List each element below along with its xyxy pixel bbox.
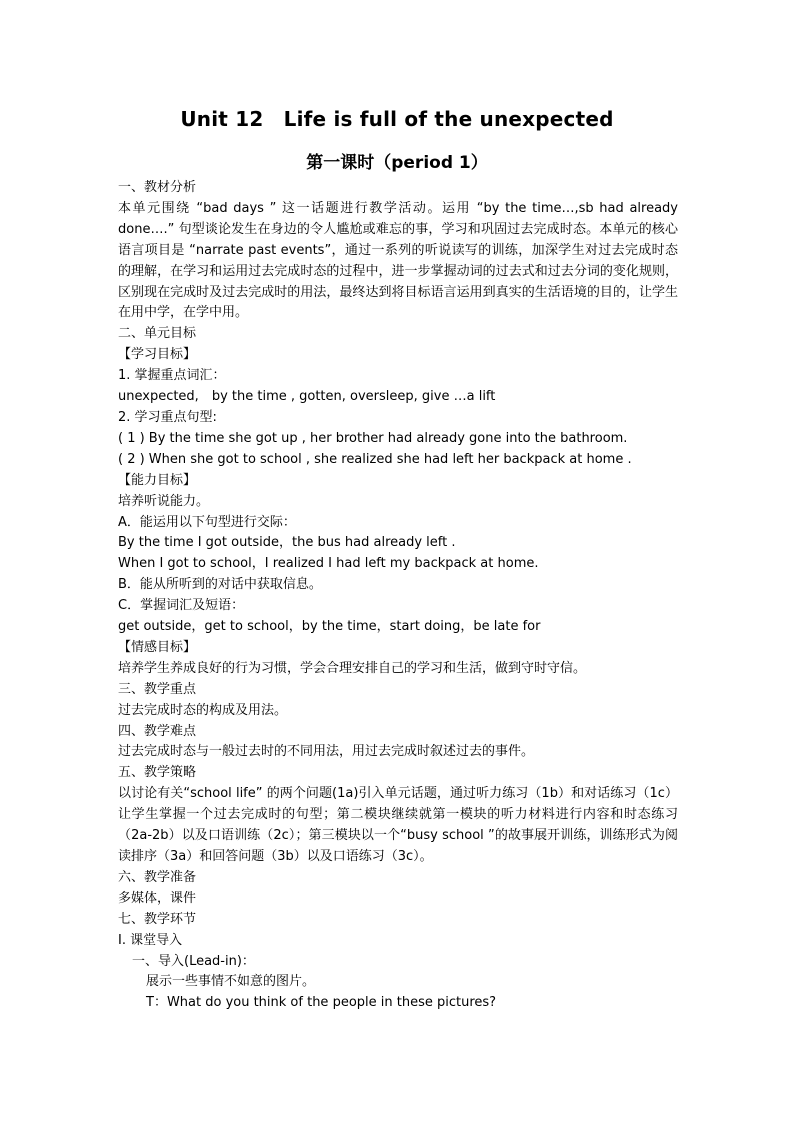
section-heading-difficulties: 四、教学难点 <box>118 723 197 739</box>
emotion-goals-label: 【情感目标】 <box>118 639 197 655</box>
sentence-goal: 2. 学习重点句型: <box>118 409 217 425</box>
section-heading-key-points: 三、教学重点 <box>118 681 197 697</box>
document-title: Unit 12 Life is full of the unexpected <box>180 107 614 131</box>
lesson-subtitle: 第一课时（period 1） <box>306 153 488 173</box>
lead-in-question: T：What do you think of the people in these pictures? <box>146 995 497 1011</box>
ability-a-sentence-1: By the time I got outside，the bus had already left . <box>118 535 456 551</box>
sentence-example-2: ( 2 ) When she got to school , she realized she had left her backpack at home . <box>118 451 632 467</box>
ability-item-a: A．能运用以下句型进行交际： <box>118 514 296 530</box>
learning-goals-label: 【学习目标】 <box>118 347 197 363</box>
section-heading-strategy: 五、教学策略 <box>118 765 197 781</box>
section-heading-preparation: 六、教学准备 <box>118 869 197 885</box>
emotion-text: 培养学生养成良好的行为习惯，学会合理安排自己的学习和生活，做到守时守信。 <box>118 660 587 676</box>
section-heading-goals: 二、单元目标 <box>118 326 197 342</box>
lead-in-heading: 一、导入(Lead-in)： <box>132 953 255 969</box>
procedure-step-1: I. 课堂导入 <box>118 932 183 948</box>
strategy-paragraph: 以讨论有关“school life” 的两个问题(1a)引入单元话题，通过听力练习（1b）和对话练习（1c）让学生掌握一个过去完成时的句型；第二模块继续就第一模块的听力材料进行内容和时态练习（2a-2b）以及口语训练（2c）；第三模块以一个“busy school ”的故事展开训练，训练形式为阅读排序（3a）和回答问题（3b）以及口语练习（3c）。 <box>118 786 678 864</box>
key-points-text: 过去完成时态的构成及用法。 <box>118 702 288 718</box>
difficulties-text: 过去完成时态与一般过去时的不同用法，用过去完成时叙述过去的事件。 <box>118 744 535 760</box>
ability-item-c: C．掌握词汇及短语： <box>118 598 245 614</box>
section-heading-procedure: 七、教学环节 <box>118 911 197 927</box>
ability-a-sentence-2: When I got to school，I realized I had left my backpack at home. <box>118 556 539 572</box>
document-body <box>118 178 678 1014</box>
preparation-text: 多媒体，课件 <box>118 890 197 906</box>
ability-c-phrases: get outside，get to school，by the time，start doing，be late for <box>118 619 541 635</box>
vocab-list: unexpected, by the time , gotten, oversleep, give …a lift <box>118 389 496 405</box>
lead-in-text: 展示一些事情不如意的图片。 <box>146 974 316 990</box>
section-heading-analysis: 一、教材分析 <box>118 180 197 195</box>
analysis-paragraph: 本单元围绕 “bad days ” 这一话题进行教学活动。运用 “by the time…,sb had already done….” 句型谈论发生在身边的令人尴尬或难忘的事，学习和巩固过去完成时态。本单元的核心语言项目是 “narrate past events”，通过一系列的听说读写的训练，加深学生对过去完成时态的理解，在学习和运用过去完成时态的过程中，进一步掌握动词的过去式和过去分词的变化规则，区别现在完成时及过去完成时的用法，最终达到将目标语言运用到真实的生活语境的目的，让学生在用中学，在学中用。 <box>118 200 678 321</box>
ability-text: 培养听说能力。 <box>118 493 210 509</box>
ability-item-b: B．能从所听到的对话中获取信息。 <box>118 577 322 593</box>
vocab-goal: 1. 掌握重点词汇： <box>118 368 226 384</box>
ability-goals-label: 【能力目标】 <box>118 472 197 488</box>
sentence-example-1: ( 1 ) By the time she got up , her brother had already gone into the bathroom. <box>118 430 628 446</box>
